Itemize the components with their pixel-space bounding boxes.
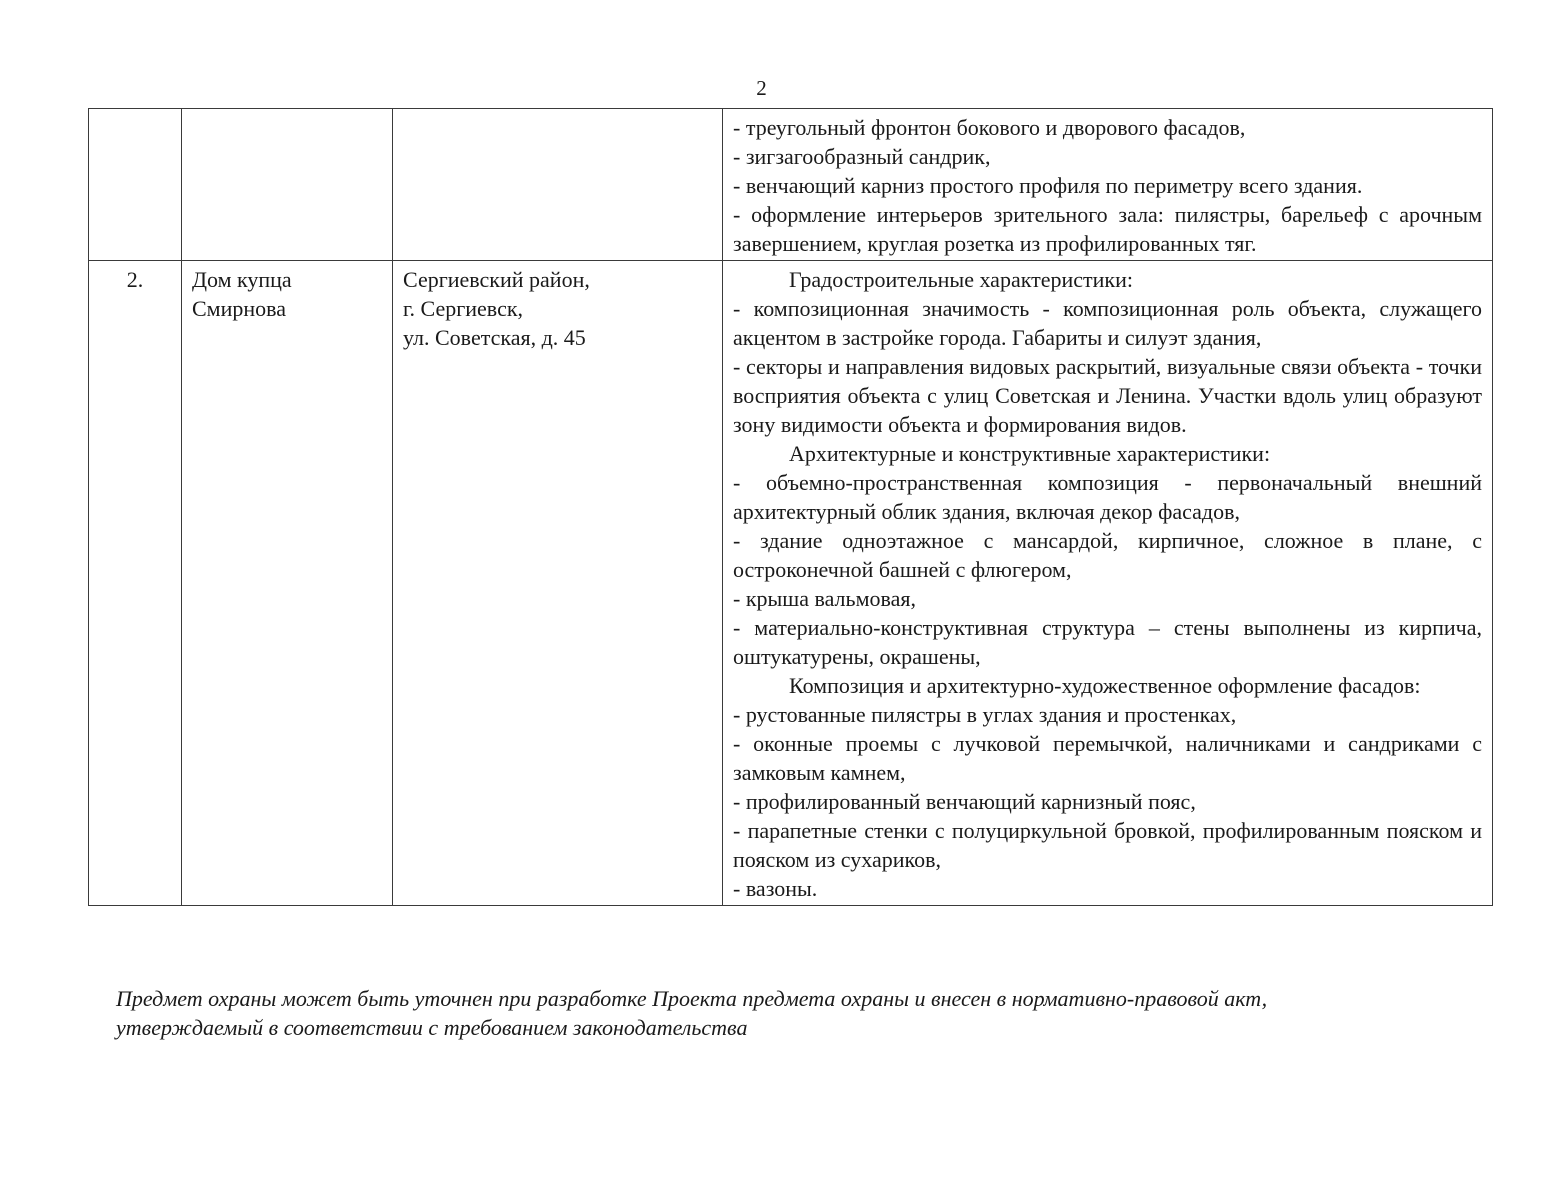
description-line: - парапетные стенки с полуциркульной бровкой, профилированным пояском и пояском из сухариков, xyxy=(733,818,1482,872)
description-line: - оконные проемы с лучковой перемычкой, наличниками и сандриками с замковым камнем, xyxy=(733,731,1482,785)
address-line: ул. Советская, д. 45 xyxy=(403,325,586,350)
description-line: - оформление интерьеров зрительного зала: пилястры, барельеф с арочным завершением, круглая розетка из профилированных тяг. xyxy=(733,202,1482,256)
object-name-cell xyxy=(182,109,393,261)
row-number-cell: 2. xyxy=(89,261,182,906)
description-line: - секторы и направления видовых раскрытий, визуальные связи объекта - точки восприятия объекта с улиц Советская и Ленина. Участки вдоль улиц образуют зону видимости объекта и формирования видов. xyxy=(733,354,1482,437)
description-line: - зигзагообразный сандрик, xyxy=(733,144,991,169)
table-row xyxy=(89,109,1493,261)
page-number: 2 xyxy=(756,76,767,100)
description-line: - объемно-пространственная композиция - первоначальный внешний архитектурный облик здания, включая декор фасадов, xyxy=(733,470,1482,524)
object-name: Дом купца Смирнова xyxy=(192,267,292,321)
description-heading: Архитектурные и конструктивные характеристики: xyxy=(789,441,1271,466)
description-heading: Композиция и архитектурно-художественное оформление фасадов: xyxy=(789,673,1421,698)
description-line: - материально-конструктивная структура – стены выполнены из кирпича, оштукатурены, окрашены, xyxy=(733,615,1482,669)
footnote: Предмет охраны может быть уточнен при разработке Проекта предмета охраны и внесен в нормативно-правовой акт, утверждаемый в соответствии с требованием законодательства xyxy=(116,986,1268,1040)
description-cell xyxy=(723,261,1493,906)
address-line: Сергиевский район, xyxy=(403,267,590,292)
address-line: г. Сергиевск, xyxy=(403,296,524,321)
description-heading: Градостроительные характеристики: xyxy=(789,267,1133,292)
address-cell xyxy=(393,109,723,261)
description-line: - вазоны. xyxy=(733,876,818,901)
description-line: - профилированный венчающий карнизный пояс, xyxy=(733,789,1196,814)
address-cell xyxy=(393,261,723,906)
heritage-objects-table xyxy=(88,108,1493,906)
table-row xyxy=(89,261,1493,906)
description-line: - композиционная значимость - композиционная роль объекта, служащего акцентом в застройке города. Габариты и силуэт здания, xyxy=(733,296,1482,350)
description-line: - треугольный фронтон бокового и дворового фасадов, xyxy=(733,115,1246,140)
description-line: - рустованные пилястры в углах здания и простенках, xyxy=(733,702,1237,727)
row-number-cell xyxy=(89,109,182,261)
description-cell xyxy=(723,109,1493,261)
description-line: - крыша вальмовая, xyxy=(733,586,916,611)
object-name-cell xyxy=(182,261,393,906)
description-line: - венчающий карниз простого профиля по периметру всего здания. xyxy=(733,173,1363,198)
description-line: - здание одноэтажное с мансардой, кирпичное, сложное в плане, с остроконечной башней с флюгером, xyxy=(733,528,1482,582)
